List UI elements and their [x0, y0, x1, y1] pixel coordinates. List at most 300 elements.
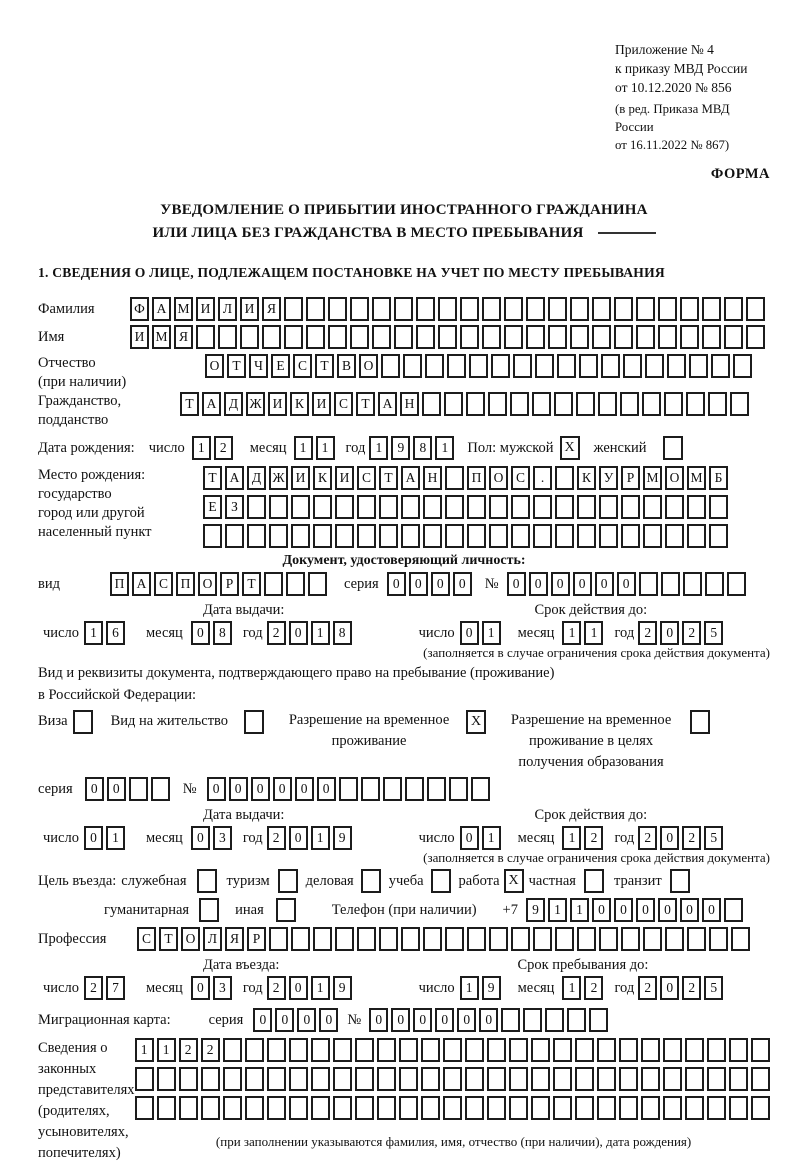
- form-cell[interactable]: И: [312, 392, 331, 416]
- form-cell[interactable]: [465, 1067, 484, 1091]
- form-cell[interactable]: [357, 927, 376, 951]
- form-cell[interactable]: [438, 297, 457, 321]
- form-cell[interactable]: 0: [273, 777, 292, 801]
- form-cell[interactable]: [471, 777, 490, 801]
- form-cell[interactable]: [592, 325, 611, 349]
- form-cell[interactable]: [667, 354, 686, 378]
- form-cell[interactable]: [445, 927, 464, 951]
- form-cell[interactable]: [262, 325, 281, 349]
- form-cell[interactable]: К: [290, 392, 309, 416]
- form-cell[interactable]: [179, 1096, 198, 1120]
- form-cell[interactable]: [689, 354, 708, 378]
- form-cell[interactable]: И: [196, 297, 215, 321]
- form-cell[interactable]: 0: [85, 777, 104, 801]
- form-cell[interactable]: [223, 1038, 242, 1062]
- form-cell[interactable]: П: [176, 572, 195, 596]
- form-cell[interactable]: [548, 325, 567, 349]
- form-cell[interactable]: [465, 1096, 484, 1120]
- form-cell[interactable]: Е: [203, 495, 222, 519]
- form-cell[interactable]: [641, 1096, 660, 1120]
- form-cell[interactable]: Н: [400, 392, 419, 416]
- form-cell[interactable]: [438, 325, 457, 349]
- form-cell[interactable]: С: [334, 392, 353, 416]
- form-cell[interactable]: [245, 1067, 264, 1091]
- form-cell[interactable]: 0: [295, 777, 314, 801]
- purpose-tourism-checkbox[interactable]: [278, 869, 298, 893]
- form-cell[interactable]: [445, 524, 464, 548]
- form-cell[interactable]: [289, 1067, 308, 1091]
- form-cell[interactable]: А: [225, 466, 244, 490]
- form-cell[interactable]: [247, 524, 266, 548]
- form-cell[interactable]: [636, 325, 655, 349]
- form-cell[interactable]: О: [489, 466, 508, 490]
- form-cell[interactable]: [504, 297, 523, 321]
- form-cell[interactable]: [423, 495, 442, 519]
- form-cell[interactable]: [597, 1067, 616, 1091]
- form-cell[interactable]: Л: [203, 927, 222, 951]
- form-cell[interactable]: [661, 572, 680, 596]
- form-cell[interactable]: Б: [709, 466, 728, 490]
- form-cell[interactable]: 0: [413, 1008, 432, 1032]
- form-cell[interactable]: И: [291, 466, 310, 490]
- form-cell[interactable]: 0: [636, 898, 655, 922]
- form-cell[interactable]: [423, 927, 442, 951]
- form-cell[interactable]: [643, 524, 662, 548]
- form-cell[interactable]: [489, 927, 508, 951]
- form-cell[interactable]: [533, 495, 552, 519]
- form-cell[interactable]: И: [335, 466, 354, 490]
- form-cell[interactable]: Ф: [130, 297, 149, 321]
- form-cell[interactable]: 0: [369, 1008, 388, 1032]
- form-cell[interactable]: [620, 392, 639, 416]
- form-cell[interactable]: 2: [682, 621, 701, 645]
- form-cell[interactable]: [467, 495, 486, 519]
- form-cell[interactable]: [401, 495, 420, 519]
- form-cell[interactable]: [664, 392, 683, 416]
- form-cell[interactable]: [423, 524, 442, 548]
- form-cell[interactable]: [751, 1096, 770, 1120]
- form-cell[interactable]: О: [198, 572, 217, 596]
- form-cell[interactable]: 1: [570, 898, 589, 922]
- purpose-business-checkbox[interactable]: [361, 869, 381, 893]
- form-cell[interactable]: [709, 927, 728, 951]
- form-cell[interactable]: [531, 1067, 550, 1091]
- form-cell[interactable]: [599, 927, 618, 951]
- form-cell[interactable]: 0: [107, 777, 126, 801]
- form-cell[interactable]: 1: [311, 826, 330, 850]
- form-cell[interactable]: [526, 325, 545, 349]
- form-cell[interactable]: [157, 1096, 176, 1120]
- form-cell[interactable]: [311, 1096, 330, 1120]
- form-cell[interactable]: [328, 325, 347, 349]
- form-cell[interactable]: С: [511, 466, 530, 490]
- form-cell[interactable]: [289, 1038, 308, 1062]
- form-cell[interactable]: О: [181, 927, 200, 951]
- form-cell[interactable]: 2: [584, 826, 603, 850]
- form-cell[interactable]: [557, 354, 576, 378]
- form-cell[interactable]: [333, 1067, 352, 1091]
- form-cell[interactable]: [614, 325, 633, 349]
- form-cell[interactable]: [405, 777, 424, 801]
- form-cell[interactable]: [663, 1096, 682, 1120]
- form-cell[interactable]: [599, 524, 618, 548]
- form-cell[interactable]: [379, 524, 398, 548]
- form-cell[interactable]: 0: [191, 976, 210, 1000]
- form-cell[interactable]: [636, 297, 655, 321]
- form-cell[interactable]: [306, 297, 325, 321]
- form-cell[interactable]: [421, 1038, 440, 1062]
- form-cell[interactable]: [685, 1067, 704, 1091]
- form-cell[interactable]: [284, 325, 303, 349]
- form-cell[interactable]: [511, 927, 530, 951]
- form-cell[interactable]: [443, 1096, 462, 1120]
- form-cell[interactable]: [333, 1096, 352, 1120]
- form-cell[interactable]: М: [174, 297, 193, 321]
- form-cell[interactable]: 1: [562, 976, 581, 1000]
- form-cell[interactable]: 8: [333, 621, 352, 645]
- temp-permit-checkbox[interactable]: X: [466, 710, 486, 734]
- form-cell[interactable]: [129, 777, 148, 801]
- purpose-other-checkbox[interactable]: [276, 898, 296, 922]
- form-cell[interactable]: [665, 927, 684, 951]
- form-cell[interactable]: А: [132, 572, 151, 596]
- form-cell[interactable]: [639, 572, 658, 596]
- form-cell[interactable]: [680, 325, 699, 349]
- form-cell[interactable]: 0: [551, 572, 570, 596]
- form-cell[interactable]: М: [687, 466, 706, 490]
- form-cell[interactable]: [357, 524, 376, 548]
- form-cell[interactable]: [733, 354, 752, 378]
- form-cell[interactable]: [421, 1096, 440, 1120]
- form-cell[interactable]: Д: [224, 392, 243, 416]
- form-cell[interactable]: [575, 1067, 594, 1091]
- form-cell[interactable]: [658, 297, 677, 321]
- form-cell[interactable]: 6: [106, 621, 125, 645]
- form-cell[interactable]: 0: [658, 898, 677, 922]
- form-cell[interactable]: [377, 1096, 396, 1120]
- form-cell[interactable]: [707, 1038, 726, 1062]
- form-cell[interactable]: [686, 392, 705, 416]
- form-cell[interactable]: 8: [213, 621, 232, 645]
- form-cell[interactable]: [135, 1096, 154, 1120]
- form-cell[interactable]: [511, 524, 530, 548]
- form-cell[interactable]: [335, 927, 354, 951]
- form-cell[interactable]: [399, 1096, 418, 1120]
- form-cell[interactable]: [685, 1038, 704, 1062]
- form-cell[interactable]: [751, 1038, 770, 1062]
- form-cell[interactable]: 2: [267, 621, 286, 645]
- form-cell[interactable]: [553, 1067, 572, 1091]
- form-cell[interactable]: 0: [507, 572, 526, 596]
- form-cell[interactable]: [269, 524, 288, 548]
- form-cell[interactable]: [201, 1096, 220, 1120]
- form-cell[interactable]: [592, 297, 611, 321]
- form-cell[interactable]: [377, 1067, 396, 1091]
- form-cell[interactable]: [553, 1038, 572, 1062]
- form-cell[interactable]: [509, 1067, 528, 1091]
- form-cell[interactable]: [291, 524, 310, 548]
- form-cell[interactable]: 0: [229, 777, 248, 801]
- form-cell[interactable]: [683, 572, 702, 596]
- form-cell[interactable]: [445, 495, 464, 519]
- form-cell[interactable]: [597, 1038, 616, 1062]
- form-cell[interactable]: 0: [191, 621, 210, 645]
- form-cell[interactable]: 8: [413, 436, 432, 460]
- form-cell[interactable]: П: [110, 572, 129, 596]
- form-cell[interactable]: 0: [702, 898, 721, 922]
- form-cell[interactable]: И: [130, 325, 149, 349]
- form-cell[interactable]: [705, 572, 724, 596]
- form-cell[interactable]: 1: [584, 621, 603, 645]
- form-cell[interactable]: [467, 927, 486, 951]
- form-cell[interactable]: 2: [179, 1038, 198, 1062]
- form-cell[interactable]: [511, 495, 530, 519]
- form-cell[interactable]: Т: [379, 466, 398, 490]
- form-cell[interactable]: [313, 495, 332, 519]
- form-cell[interactable]: [489, 524, 508, 548]
- form-cell[interactable]: 0: [207, 777, 226, 801]
- form-cell[interactable]: 2: [84, 976, 103, 1000]
- form-cell[interactable]: [504, 325, 523, 349]
- form-cell[interactable]: 2: [267, 976, 286, 1000]
- form-cell[interactable]: [357, 495, 376, 519]
- form-cell[interactable]: 0: [317, 777, 336, 801]
- residence-permit-checkbox[interactable]: [244, 710, 264, 734]
- form-cell[interactable]: [729, 1067, 748, 1091]
- form-cell[interactable]: [311, 1038, 330, 1062]
- form-cell[interactable]: [751, 1067, 770, 1091]
- form-cell[interactable]: [135, 1067, 154, 1091]
- form-cell[interactable]: [372, 297, 391, 321]
- form-cell[interactable]: [157, 1067, 176, 1091]
- form-cell[interactable]: [401, 927, 420, 951]
- form-cell[interactable]: [533, 927, 552, 951]
- form-cell[interactable]: 9: [391, 436, 410, 460]
- form-cell[interactable]: [399, 1067, 418, 1091]
- form-cell[interactable]: [416, 297, 435, 321]
- form-cell[interactable]: 1: [562, 826, 581, 850]
- form-cell[interactable]: [663, 1038, 682, 1062]
- form-cell[interactable]: [708, 392, 727, 416]
- form-cell[interactable]: [707, 1067, 726, 1091]
- form-cell[interactable]: 9: [482, 976, 501, 1000]
- form-cell[interactable]: 1: [316, 436, 335, 460]
- form-cell[interactable]: [482, 325, 501, 349]
- form-cell[interactable]: [223, 1067, 242, 1091]
- form-cell[interactable]: [421, 1067, 440, 1091]
- form-cell[interactable]: Я: [262, 297, 281, 321]
- purpose-private-checkbox[interactable]: [584, 869, 604, 893]
- form-cell[interactable]: [509, 1096, 528, 1120]
- form-cell[interactable]: 1: [369, 436, 388, 460]
- form-cell[interactable]: [724, 297, 743, 321]
- form-cell[interactable]: [621, 524, 640, 548]
- form-cell[interactable]: [469, 354, 488, 378]
- form-cell[interactable]: [687, 927, 706, 951]
- form-cell[interactable]: 0: [253, 1008, 272, 1032]
- form-cell[interactable]: 0: [617, 572, 636, 596]
- form-cell[interactable]: [597, 1096, 616, 1120]
- form-cell[interactable]: [680, 297, 699, 321]
- form-cell[interactable]: [746, 325, 765, 349]
- form-cell[interactable]: [247, 495, 266, 519]
- purpose-transit-checkbox[interactable]: [670, 869, 690, 893]
- form-cell[interactable]: [350, 297, 369, 321]
- form-cell[interactable]: [306, 325, 325, 349]
- form-cell[interactable]: П: [467, 466, 486, 490]
- form-cell[interactable]: [533, 524, 552, 548]
- form-cell[interactable]: [223, 1096, 242, 1120]
- form-cell[interactable]: [196, 325, 215, 349]
- form-cell[interactable]: [399, 1038, 418, 1062]
- form-cell[interactable]: 0: [660, 621, 679, 645]
- form-cell[interactable]: 9: [526, 898, 545, 922]
- form-cell[interactable]: 2: [214, 436, 233, 460]
- form-cell[interactable]: 0: [453, 572, 472, 596]
- form-cell[interactable]: [531, 1096, 550, 1120]
- form-cell[interactable]: 1: [311, 976, 330, 1000]
- form-cell[interactable]: 0: [431, 572, 450, 596]
- form-cell[interactable]: Т: [242, 572, 261, 596]
- form-cell[interactable]: [311, 1067, 330, 1091]
- form-cell[interactable]: 1: [294, 436, 313, 460]
- form-cell[interactable]: [425, 354, 444, 378]
- form-cell[interactable]: В: [337, 354, 356, 378]
- visa-checkbox[interactable]: [73, 710, 93, 734]
- form-cell[interactable]: [403, 354, 422, 378]
- form-cell[interactable]: [422, 392, 441, 416]
- form-cell[interactable]: Т: [356, 392, 375, 416]
- form-cell[interactable]: [575, 1038, 594, 1062]
- form-cell[interactable]: [598, 392, 617, 416]
- form-cell[interactable]: 3: [213, 826, 232, 850]
- form-cell[interactable]: [709, 524, 728, 548]
- form-cell[interactable]: 1: [157, 1038, 176, 1062]
- form-cell[interactable]: [554, 392, 573, 416]
- form-cell[interactable]: 0: [251, 777, 270, 801]
- form-cell[interactable]: [531, 1038, 550, 1062]
- form-cell[interactable]: [465, 1038, 484, 1062]
- form-cell[interactable]: [460, 325, 479, 349]
- form-cell[interactable]: [619, 1067, 638, 1091]
- form-cell[interactable]: 0: [84, 826, 103, 850]
- sex-female-checkbox[interactable]: [663, 436, 683, 460]
- form-cell[interactable]: [746, 297, 765, 321]
- form-cell[interactable]: [201, 1067, 220, 1091]
- form-cell[interactable]: [707, 1096, 726, 1120]
- form-cell[interactable]: [381, 354, 400, 378]
- form-cell[interactable]: 1: [435, 436, 454, 460]
- form-cell[interactable]: 0: [460, 621, 479, 645]
- purpose-humanitarian-checkbox[interactable]: [199, 898, 219, 922]
- form-cell[interactable]: [555, 927, 574, 951]
- form-cell[interactable]: [489, 495, 508, 519]
- form-cell[interactable]: [350, 325, 369, 349]
- form-cell[interactable]: [535, 354, 554, 378]
- form-cell[interactable]: 0: [529, 572, 548, 596]
- form-cell[interactable]: С: [154, 572, 173, 596]
- form-cell[interactable]: [460, 297, 479, 321]
- form-cell[interactable]: И: [240, 297, 259, 321]
- form-cell[interactable]: 0: [614, 898, 633, 922]
- form-cell[interactable]: [491, 354, 510, 378]
- form-cell[interactable]: [291, 927, 310, 951]
- form-cell[interactable]: [619, 1096, 638, 1120]
- form-cell[interactable]: [443, 1067, 462, 1091]
- form-cell[interactable]: [245, 1038, 264, 1062]
- form-cell[interactable]: [240, 325, 259, 349]
- form-cell[interactable]: [570, 325, 589, 349]
- form-cell[interactable]: [269, 927, 288, 951]
- form-cell[interactable]: [445, 466, 464, 490]
- form-cell[interactable]: [643, 927, 662, 951]
- form-cell[interactable]: А: [378, 392, 397, 416]
- form-cell[interactable]: 0: [387, 572, 406, 596]
- form-cell[interactable]: [286, 572, 305, 596]
- form-cell[interactable]: [383, 777, 402, 801]
- form-cell[interactable]: [729, 1096, 748, 1120]
- form-cell[interactable]: [599, 495, 618, 519]
- form-cell[interactable]: [487, 1096, 506, 1120]
- form-cell[interactable]: 0: [297, 1008, 316, 1032]
- form-cell[interactable]: 0: [275, 1008, 294, 1032]
- form-cell[interactable]: Р: [247, 927, 266, 951]
- form-cell[interactable]: 1: [311, 621, 330, 645]
- form-cell[interactable]: С: [357, 466, 376, 490]
- form-cell[interactable]: 0: [457, 1008, 476, 1032]
- form-cell[interactable]: Л: [218, 297, 237, 321]
- form-cell[interactable]: [513, 354, 532, 378]
- form-cell[interactable]: [394, 325, 413, 349]
- form-cell[interactable]: [641, 1038, 660, 1062]
- form-cell[interactable]: [548, 297, 567, 321]
- form-cell[interactable]: [729, 1038, 748, 1062]
- form-cell[interactable]: 2: [201, 1038, 220, 1062]
- form-cell[interactable]: К: [577, 466, 596, 490]
- form-cell[interactable]: [730, 392, 749, 416]
- form-cell[interactable]: Ж: [269, 466, 288, 490]
- form-cell[interactable]: [577, 524, 596, 548]
- form-cell[interactable]: Е: [271, 354, 290, 378]
- form-cell[interactable]: 0: [435, 1008, 454, 1032]
- form-cell[interactable]: [623, 354, 642, 378]
- form-cell[interactable]: [665, 524, 684, 548]
- form-cell[interactable]: [727, 572, 746, 596]
- form-cell[interactable]: [621, 495, 640, 519]
- form-cell[interactable]: С: [293, 354, 312, 378]
- form-cell[interactable]: [619, 1038, 638, 1062]
- form-cell[interactable]: 0: [592, 898, 611, 922]
- form-cell[interactable]: [151, 777, 170, 801]
- form-cell[interactable]: И: [268, 392, 287, 416]
- form-cell[interactable]: [313, 524, 332, 548]
- form-cell[interactable]: 5: [704, 976, 723, 1000]
- form-cell[interactable]: [545, 1008, 564, 1032]
- form-cell[interactable]: [576, 392, 595, 416]
- purpose-work-checkbox[interactable]: X: [504, 869, 524, 893]
- form-cell[interactable]: [267, 1038, 286, 1062]
- form-cell[interactable]: [284, 297, 303, 321]
- form-cell[interactable]: [179, 1067, 198, 1091]
- form-cell[interactable]: А: [202, 392, 221, 416]
- form-cell[interactable]: 1: [106, 826, 125, 850]
- form-cell[interactable]: 1: [548, 898, 567, 922]
- form-cell[interactable]: [555, 495, 574, 519]
- form-cell[interactable]: Р: [220, 572, 239, 596]
- form-cell[interactable]: 1: [192, 436, 211, 460]
- form-cell[interactable]: А: [401, 466, 420, 490]
- form-cell[interactable]: [264, 572, 283, 596]
